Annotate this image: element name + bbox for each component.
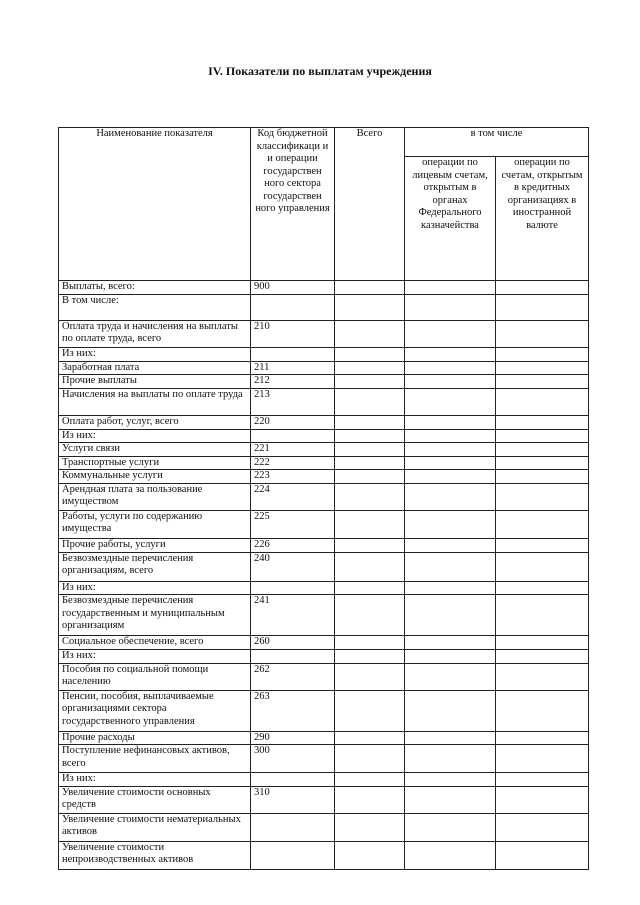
row-name: Работы, услуги по содержанию имущества (59, 510, 251, 538)
row-treasury (405, 320, 496, 347)
row-code: 225 (251, 510, 335, 538)
row-name: Из них: (59, 773, 251, 787)
row-code (251, 650, 335, 664)
row-code (251, 813, 335, 841)
row-total (335, 786, 405, 813)
table-row (59, 813, 589, 841)
table-row (59, 636, 589, 650)
row-treasury (405, 841, 496, 869)
row-foreign (496, 347, 589, 361)
row-name: Заработная плата (59, 361, 251, 375)
table-row (59, 595, 589, 636)
row-name: Из них: (59, 429, 251, 443)
row-foreign (496, 650, 589, 664)
row-foreign (496, 294, 589, 320)
row-total (335, 636, 405, 650)
row-code: 900 (251, 281, 335, 295)
row-code: 212 (251, 375, 335, 389)
row-foreign (496, 786, 589, 813)
row-name: Прочие расходы (59, 731, 251, 745)
row-foreign (496, 375, 589, 389)
row-foreign (496, 745, 589, 773)
row-total (335, 663, 405, 690)
row-name: Из них: (59, 347, 251, 361)
table-row (59, 456, 589, 470)
row-code: 241 (251, 595, 335, 636)
row-foreign (496, 552, 589, 581)
row-name: Арендная плата за пользование имуществом (59, 483, 251, 510)
row-name: Пособия по социальной помощи населению (59, 663, 251, 690)
row-code: 300 (251, 745, 335, 773)
row-treasury (405, 650, 496, 664)
row-treasury (405, 456, 496, 470)
row-total (335, 470, 405, 484)
row-total (335, 595, 405, 636)
table-row (59, 375, 589, 389)
row-name: Безвозмездные перечисления организациям, всего (59, 552, 251, 581)
row-treasury (405, 581, 496, 595)
row-code: 223 (251, 470, 335, 484)
row-total (335, 773, 405, 787)
row-name: В том числе: (59, 294, 251, 320)
row-total (335, 483, 405, 510)
row-treasury (405, 347, 496, 361)
row-treasury (405, 415, 496, 429)
row-name: Выплаты, всего: (59, 281, 251, 295)
row-code: 290 (251, 731, 335, 745)
row-foreign (496, 456, 589, 470)
row-treasury (405, 813, 496, 841)
row-code (251, 294, 335, 320)
row-code: 213 (251, 388, 335, 415)
payments-table (58, 127, 589, 870)
header-including: в том числе (405, 128, 589, 157)
row-name: Оплата труда и начисления на выплаты по оплате труда, всего (59, 320, 251, 347)
table-row (59, 443, 589, 457)
row-treasury (405, 773, 496, 787)
row-name: Услуги связи (59, 443, 251, 457)
row-foreign (496, 581, 589, 595)
row-code (251, 581, 335, 595)
row-code: 310 (251, 786, 335, 813)
row-name: Пенсии, пособия, выплачиваемые организациями сектора государственного управления (59, 690, 251, 731)
row-foreign (496, 429, 589, 443)
row-treasury (405, 731, 496, 745)
row-total (335, 841, 405, 869)
row-foreign (496, 690, 589, 731)
row-total (335, 456, 405, 470)
row-total (335, 347, 405, 361)
table-row (59, 745, 589, 773)
row-foreign (496, 538, 589, 552)
table-row (59, 320, 589, 347)
row-foreign (496, 510, 589, 538)
page-title: IV. Показатели по выплатам учреждения (208, 64, 432, 78)
header-treasury-accounts: операции по лицевым счетам, открытым в органах Федерального казначейства (405, 157, 496, 281)
row-foreign (496, 388, 589, 415)
row-total (335, 320, 405, 347)
row-code (251, 841, 335, 869)
table-row (59, 470, 589, 484)
table-row (59, 841, 589, 869)
table-row (59, 552, 589, 581)
header-row (59, 128, 589, 157)
row-treasury (405, 745, 496, 773)
row-code: 260 (251, 636, 335, 650)
row-code: 222 (251, 456, 335, 470)
row-code: 263 (251, 690, 335, 731)
row-foreign (496, 773, 589, 787)
row-name: Увеличение стоимости основных средств (59, 786, 251, 813)
row-name: Коммунальные услуги (59, 470, 251, 484)
row-total (335, 443, 405, 457)
table-row (59, 388, 589, 415)
table-row (59, 347, 589, 361)
row-foreign (496, 361, 589, 375)
table-row (59, 538, 589, 552)
row-treasury (405, 375, 496, 389)
table-row (59, 281, 589, 295)
table-row (59, 294, 589, 320)
row-foreign (496, 731, 589, 745)
row-foreign (496, 483, 589, 510)
row-name: Увеличение стоимости непроизводственных активов (59, 841, 251, 869)
row-code: 221 (251, 443, 335, 457)
table-row (59, 650, 589, 664)
table-row (59, 581, 589, 595)
row-code (251, 773, 335, 787)
row-name: Начисления на выплаты по оплате труда (59, 388, 251, 415)
row-code: 210 (251, 320, 335, 347)
row-code: 220 (251, 415, 335, 429)
table-row (59, 483, 589, 510)
row-total (335, 281, 405, 295)
row-name: Из них: (59, 581, 251, 595)
header-foreign-currency-accounts: операции по счетам, открытым в кредитных организациях в иностранной валюте (496, 157, 589, 281)
row-name: Оплата работ, услуг, всего (59, 415, 251, 429)
row-foreign (496, 470, 589, 484)
row-treasury (405, 595, 496, 636)
row-treasury (405, 552, 496, 581)
row-name: Прочие выплаты (59, 375, 251, 389)
header-total: Всего (335, 128, 405, 281)
row-foreign (496, 281, 589, 295)
row-treasury (405, 786, 496, 813)
row-total (335, 538, 405, 552)
row-name: Поступление нефинансовых активов, всего (59, 745, 251, 773)
row-treasury (405, 443, 496, 457)
header-name: Наименование показателя (59, 128, 251, 281)
table-row (59, 773, 589, 787)
row-foreign (496, 663, 589, 690)
row-treasury (405, 636, 496, 650)
row-treasury (405, 690, 496, 731)
table-row (59, 663, 589, 690)
table-row (59, 510, 589, 538)
table-row (59, 690, 589, 731)
row-total (335, 690, 405, 731)
row-total (335, 294, 405, 320)
table-row (59, 415, 589, 429)
row-total (335, 650, 405, 664)
row-treasury (405, 538, 496, 552)
row-total (335, 375, 405, 389)
row-total (335, 510, 405, 538)
table-row (59, 361, 589, 375)
row-treasury (405, 294, 496, 320)
row-name: Безвозмездные перечисления государственным и муниципальным организациям (59, 595, 251, 636)
row-code (251, 347, 335, 361)
row-total (335, 813, 405, 841)
row-name: Социальное обеспечение, всего (59, 636, 251, 650)
row-total (335, 731, 405, 745)
row-code: 240 (251, 552, 335, 581)
table-row (59, 429, 589, 443)
row-code: 262 (251, 663, 335, 690)
row-name: Увеличение стоимости нематериальных активов (59, 813, 251, 841)
row-name: Прочие работы, услуги (59, 538, 251, 552)
row-code (251, 429, 335, 443)
row-total (335, 429, 405, 443)
row-total (335, 581, 405, 595)
row-foreign (496, 320, 589, 347)
row-foreign (496, 841, 589, 869)
row-treasury (405, 388, 496, 415)
row-foreign (496, 813, 589, 841)
row-treasury (405, 429, 496, 443)
table-row (59, 786, 589, 813)
row-foreign (496, 443, 589, 457)
row-code: 211 (251, 361, 335, 375)
row-total (335, 415, 405, 429)
row-foreign (496, 415, 589, 429)
row-name: Из них: (59, 650, 251, 664)
row-total (335, 388, 405, 415)
header-code: Код бюджетной классификаци и и операции государствен ного сектора государствен ного управления (251, 128, 335, 281)
row-total (335, 361, 405, 375)
row-foreign (496, 636, 589, 650)
row-total (335, 552, 405, 581)
row-foreign (496, 595, 589, 636)
row-total (335, 745, 405, 773)
row-name: Транспортные услуги (59, 456, 251, 470)
table-row (59, 731, 589, 745)
row-treasury (405, 663, 496, 690)
row-treasury (405, 470, 496, 484)
row-treasury (405, 510, 496, 538)
row-treasury (405, 281, 496, 295)
row-treasury (405, 483, 496, 510)
row-treasury (405, 361, 496, 375)
row-code: 226 (251, 538, 335, 552)
row-code: 224 (251, 483, 335, 510)
